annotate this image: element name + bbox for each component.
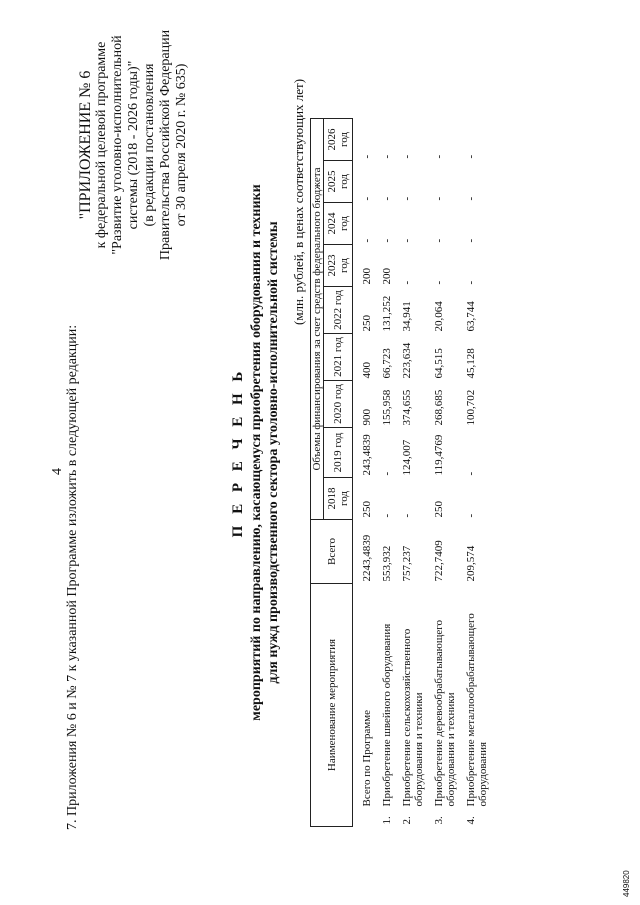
header-year: 2019 год (324, 428, 353, 478)
row-number: 2. (401, 816, 413, 825)
row-total: 757,237 (401, 545, 413, 582)
row-number: 1. (381, 816, 393, 825)
row-value: - (381, 238, 393, 243)
header-year: 2020 год (324, 381, 353, 428)
header-year: 2026 год (324, 119, 353, 161)
header-funding: Объемы финансирования за счет средств федерального бюджета (311, 119, 324, 520)
row-value: - (465, 196, 477, 201)
row-value: - (401, 280, 413, 285)
units-note: (млн. рублей, в ценах соответствующих лет) (291, 78, 306, 325)
table-row (401, 119, 433, 827)
header-year: 2018 год (324, 478, 353, 520)
row-value: - (381, 196, 393, 201)
row-value: - (381, 471, 393, 476)
table-row (353, 119, 382, 827)
row-name: Приобретение швейного оборудования (381, 623, 393, 807)
row-value: 155,958 (381, 389, 393, 426)
row-value: 200 (381, 268, 393, 285)
appendix-header (78, 0, 190, 305)
row-value: 250 (361, 315, 373, 332)
row-value: - (465, 471, 477, 476)
row-value: 250 (433, 501, 445, 518)
row-value: - (401, 513, 413, 518)
row-name: Приобретение сельскохозяйственного оборудования и техники (401, 628, 425, 807)
row-value: - (361, 154, 373, 159)
header-name: Наименование мероприятия (311, 584, 353, 827)
row-value: - (381, 154, 393, 159)
row-name: Приобретение деревообрабатывающего оборудования и техники (433, 620, 457, 807)
row-value: - (401, 196, 413, 201)
row-value: - (361, 238, 373, 243)
row-name: Приобретение металлообрабатывающего оборудования (465, 613, 489, 807)
header-year: 2022 год (324, 287, 353, 334)
row-value: - (433, 238, 445, 243)
row-value: - (381, 513, 393, 518)
row-value: 200 (361, 268, 373, 285)
row-value: - (465, 513, 477, 518)
row-value: 268,685 (433, 389, 445, 426)
row-total: 209,574 (465, 545, 477, 582)
row-value: 131,252 (381, 295, 393, 332)
appendix-line: Правительства Российской Федерации (158, 29, 173, 261)
appendix-line: к федеральной целевой программе (94, 41, 109, 249)
header-year: 2025 год (324, 161, 353, 203)
row-number: 3. (433, 816, 445, 825)
funding-table (310, 118, 497, 827)
appendix-line: "Развитие уголовно-исполнительной (110, 35, 125, 255)
row-value: - (361, 196, 373, 201)
appendix-line: от 30 апреля 2020 г. № 635) (174, 63, 189, 227)
row-total: 722,7409 (433, 540, 445, 582)
header-total: Всего (311, 520, 353, 584)
header-year: 2024 год (324, 203, 353, 245)
row-total: 553,932 (381, 545, 393, 582)
row-value: - (401, 154, 413, 159)
row-value: 250 (361, 501, 373, 518)
row-value: - (433, 280, 445, 285)
list-subheading (248, 0, 282, 905)
document-code: 449820 (622, 870, 631, 897)
intro-text: 7. Приложения № 6 и № 7 к указанной Программе изложить в следующей редакции: (65, 324, 80, 830)
row-value: - (433, 196, 445, 201)
subheading-line: мероприятий по направлению, касающемуся приобретения оборудования и техники (249, 184, 264, 721)
row-value: 66,723 (381, 348, 393, 379)
row-value: 243,4839 (361, 434, 373, 476)
appendix-line: (в редакции постановления (142, 63, 157, 227)
row-value: 900 (361, 409, 373, 426)
appendix-title: "ПРИЛОЖЕНИЕ № 6 (77, 70, 94, 220)
row-name: Всего по Программе (361, 709, 373, 807)
subheading-line: для нужд производственного сектора уголовно-исполнительной системы (266, 221, 281, 684)
header-year: 2023 год (324, 245, 353, 287)
row-value: 400 (361, 362, 373, 379)
row-number: 4. (465, 816, 477, 825)
row-value: 124,007 (401, 439, 413, 476)
appendix-line: системы (2018 - 2026 годы)" (126, 60, 141, 230)
page-number: 4 (50, 468, 65, 475)
row-value: 64,515 (433, 348, 445, 379)
row-value: 100,702 (465, 389, 477, 426)
table-row (381, 119, 401, 827)
row-number (353, 809, 382, 827)
row-value: - (465, 154, 477, 159)
row-value: 374,655 (401, 389, 413, 426)
row-value: 45,128 (465, 348, 477, 379)
row-value: - (401, 238, 413, 243)
row-total: 2243,4839 (361, 534, 373, 582)
row-value: 20,064 (433, 301, 445, 332)
table-row (465, 119, 497, 827)
table-row (433, 119, 465, 827)
row-value: - (433, 154, 445, 159)
row-value: 223,634 (401, 342, 413, 379)
row-value: - (465, 238, 477, 243)
list-heading: П Е Р Е Ч Е Н Ь (230, 367, 246, 538)
row-value: - (465, 280, 477, 285)
row-value: 119,4769 (433, 434, 445, 476)
header-year: 2021 год (324, 334, 353, 381)
row-value: 34,941 (401, 301, 413, 332)
row-value: 63,744 (465, 301, 477, 332)
